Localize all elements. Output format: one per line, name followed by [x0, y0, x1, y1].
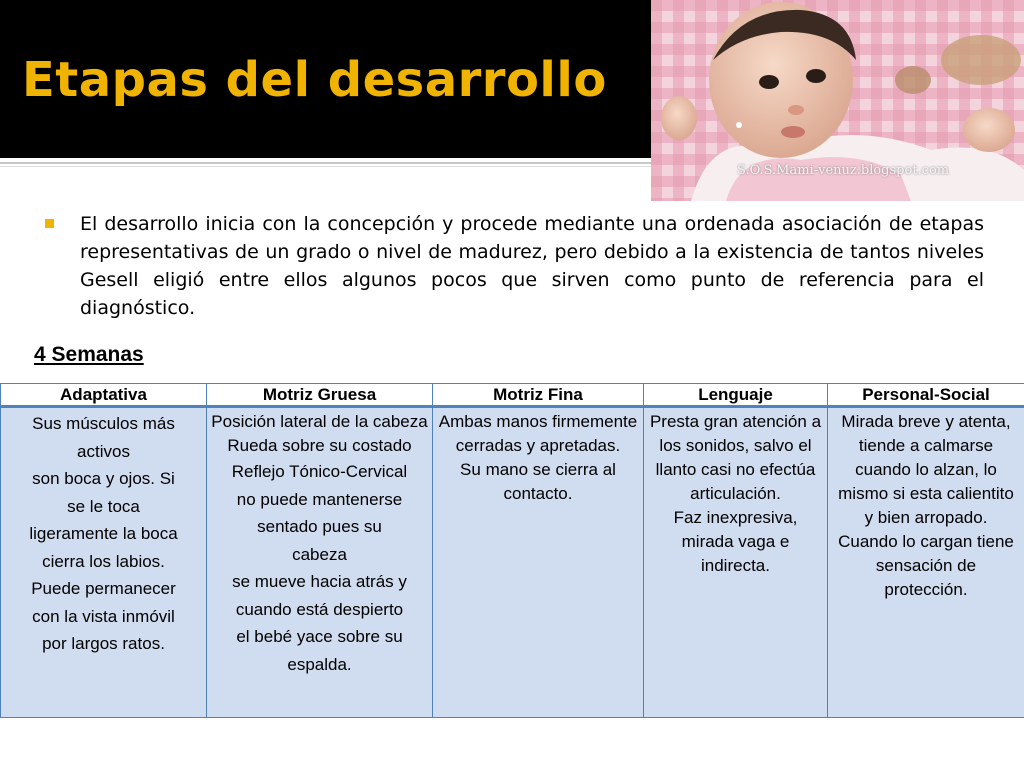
cell-line: Faz inexpresiva, mirada vaga e indirecta.	[673, 508, 798, 575]
cell-line: sentado pues su	[257, 517, 382, 536]
column-header-personal-social: Personal-Social	[828, 384, 1024, 407]
cell-line: por largos ratos.	[42, 634, 165, 653]
column-header-motriz-gruesa: Motriz Gruesa	[207, 384, 433, 407]
cell-line: Sus músculos más	[32, 414, 175, 433]
cell-adaptativa	[1, 407, 207, 718]
cell-line: cuando está despierto	[235, 599, 404, 619]
cell-line: Cuando lo cargan tiene sensación de protección.	[838, 532, 1014, 599]
table-header-row	[1, 384, 1024, 407]
cell-line: ligeramente la boca	[29, 524, 178, 543]
column-header-motriz-fina: Motriz Fina	[433, 384, 644, 407]
cell-motriz-fina	[433, 407, 644, 718]
cell-line: Rueda sobre su costado	[227, 436, 412, 455]
cell-line: el bebé yace sobre su	[236, 627, 403, 646]
bullet-point	[40, 210, 984, 322]
bullet-square-icon	[45, 219, 54, 228]
cell-line: con la vista inmóvil	[32, 606, 175, 626]
cell-line: Posición lateral de la cabeza	[211, 412, 428, 431]
cell-line: Puede permanecer	[31, 579, 176, 598]
cell-line: se le toca	[67, 496, 140, 516]
cell-line: se mueve hacia atrás y	[232, 572, 407, 591]
photo-watermark: S.O.S.Mami-venuz.blogspot.com	[737, 163, 950, 178]
cell-line: Su mano se cierra al contacto.	[460, 460, 616, 503]
cell-line: Ambas manos firmemente cerradas y apretadas.	[438, 412, 638, 455]
cell-line: Presta gran atención a los sonidos, salvo el llanto casi no efectúa articulación.	[649, 412, 822, 503]
column-header-lenguaje: Lenguaje	[644, 384, 828, 407]
cell-line: Mirada breve y atenta, tiende a calmarse cuando lo alzan, lo mismo si esta calientito y bien arropado.	[838, 412, 1014, 527]
cell-personal-social	[828, 407, 1024, 718]
cell-line: Reflejo Tónico-Cervical	[231, 462, 408, 481]
slide-title: Etapas del desarrollo	[22, 52, 607, 108]
bullet-text: El desarrollo inicia con la concepción y procede mediante una ordenada asociación de etapas representativas de un grado o nivel de madurez, pero debido a la existencia de tantos niveles Gesell eligió entre ellos algunos pocos que sirven como punto de referencia para el diagnóstico.	[80, 213, 984, 319]
table-row	[1, 407, 1024, 718]
cell-line: no puede mantenerse	[236, 489, 403, 509]
cell-line: cierra los labios.	[42, 551, 165, 571]
cell-line: son boca y ojos. Si	[32, 469, 175, 488]
section-subheading: 4 Semanas	[34, 343, 144, 366]
cell-lenguaje	[644, 407, 828, 718]
baby-photo	[651, 0, 1024, 201]
column-header-adaptativa: Adaptativa	[1, 384, 207, 407]
title-banner	[0, 0, 652, 158]
development-table	[0, 383, 1024, 718]
cell-motriz-gruesa	[207, 407, 433, 718]
cell-line: espalda.	[287, 654, 352, 674]
cell-line: activos	[77, 441, 130, 461]
cell-line: cabeza	[292, 544, 347, 564]
